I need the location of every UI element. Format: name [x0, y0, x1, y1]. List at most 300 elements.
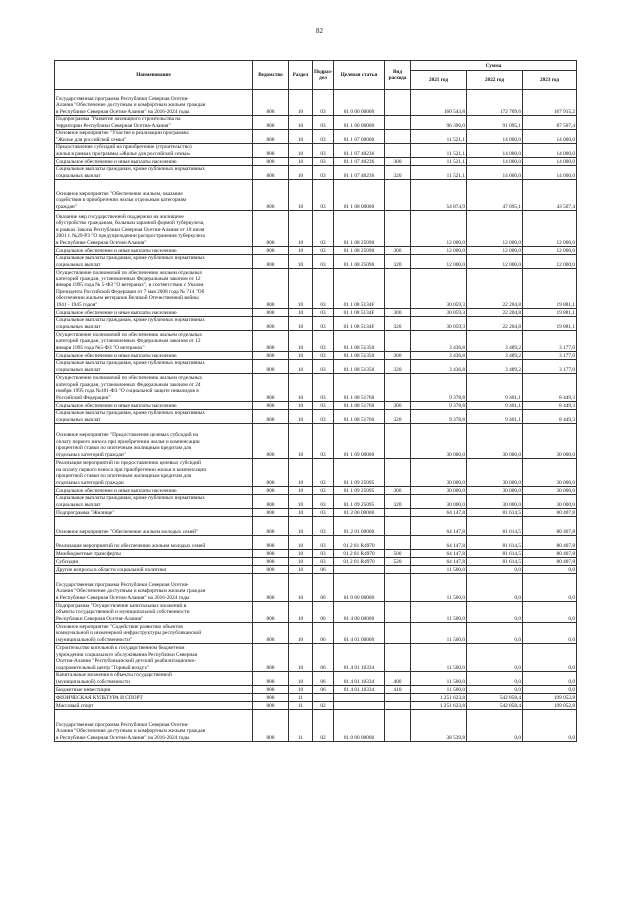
- row-amount-2022-cell: 30 000,0: [467, 459, 523, 487]
- row-vedomstvo-cell: 808: [253, 550, 289, 558]
- row-amount-2022-cell: 9 401,1: [467, 402, 523, 410]
- row-amount-2023-cell: 80 407,8: [523, 550, 577, 558]
- row-name-cell: Подпрограмма "Жилище": [55, 509, 253, 517]
- row-podrazdel-cell: 03: [313, 402, 334, 410]
- row-vid-raskhoda-cell: [385, 90, 411, 116]
- row-amount-2022-cell: 0,0: [467, 686, 523, 694]
- row-vid-raskhoda-cell: [385, 180, 411, 211]
- row-celevaya-statya-cell: 01 0 00 00000: [334, 574, 385, 602]
- row-name-cell: Субсидии: [55, 558, 253, 566]
- row-vid-raskhoda-cell: 500: [385, 550, 411, 558]
- row-celevaya-statya-cell: 01 4 01 10334: [334, 644, 385, 672]
- row-razdel-cell: 10: [289, 158, 313, 166]
- row-vedomstvo-cell: 808: [253, 702, 289, 710]
- row-amount-2023-cell: 8 449,3: [523, 410, 577, 424]
- row-razdel-cell: 10: [289, 402, 313, 410]
- row-razdel-cell: 10: [289, 166, 313, 180]
- row-amount-2023-cell: 14 000,0: [523, 130, 577, 144]
- row-razdel-cell: 10: [289, 247, 313, 255]
- row-podrazdel-cell: 03: [313, 166, 334, 180]
- row-celevaya-statya-cell: 01 1 08 25090: [334, 255, 385, 269]
- row-razdel-cell: 10: [289, 317, 313, 331]
- row-name-cell: Основное мероприятие "Предоставление целевых субсидий на оплату первого взноса при приобретении жилья и компенсации процентной ставки по ипотечным жилищным кредитам для отдельных категорий граждан": [55, 424, 253, 459]
- table-row: [55, 352, 577, 360]
- row-amount-2021-cell: 12 000,0: [411, 255, 467, 269]
- row-amount-2022-cell: 0,0: [467, 602, 523, 623]
- row-amount-2023-cell: 8 449,3: [523, 402, 577, 410]
- row-amount-2022-cell: 9 401,1: [467, 374, 523, 402]
- row-vedomstvo-cell: 808: [253, 144, 289, 158]
- row-vedomstvo-cell: 808: [253, 574, 289, 602]
- row-amount-2021-cell: 9 378,8: [411, 374, 467, 402]
- row-name-cell: Социальное обеспечение и иные выплаты населению: [55, 487, 253, 495]
- row-amount-2022-cell: 542 858,4: [467, 694, 523, 702]
- row-amount-2022-cell: 0,0: [467, 623, 523, 644]
- row-name-cell: Социальное обеспечение и иные выплаты населению: [55, 309, 253, 317]
- header-vid-raskhoda: Вид расхода: [385, 61, 411, 90]
- table-row: [55, 269, 577, 309]
- row-razdel-cell: 10: [289, 509, 313, 517]
- row-celevaya-statya-cell: 01 1 08 51760: [334, 402, 385, 410]
- row-name-cell: Осуществление полномочий по обеспечению жильем отдельных категорий граждан, установленных Федеральным законом от 24 ноября 1995 года №181-ФЗ "О социальной защите инвалидов в Российской Федерации": [55, 374, 253, 402]
- header-year-2022: 2022 год: [467, 71, 523, 90]
- row-name-cell: Капитальные вложения в объекты государственной (муниципальной) собственности: [55, 672, 253, 686]
- row-podrazdel-cell: 06: [313, 574, 334, 602]
- header-celevaya-statya: Целевая статья: [334, 61, 385, 90]
- row-amount-2021-cell: 64 147,8: [411, 550, 467, 558]
- row-amount-2022-cell: 14 000,0: [467, 158, 523, 166]
- row-amount-2021-cell: 11 521,1: [411, 130, 467, 144]
- row-amount-2023-cell: 80 407,8: [523, 509, 577, 517]
- row-name-cell: Массовый спорт: [55, 702, 253, 710]
- row-vedomstvo-cell: 808: [253, 602, 289, 623]
- row-name-cell: Социальное обеспечение и иные выплаты населению: [55, 247, 253, 255]
- row-podrazdel-cell: 06: [313, 644, 334, 672]
- row-podrazdel-cell: 03: [313, 247, 334, 255]
- row-name-cell: Основное мероприятие "Обеспечение жильем молодых семей": [55, 517, 253, 536]
- row-razdel-cell: 10: [289, 517, 313, 536]
- row-amount-2023-cell: 3 177,0: [523, 352, 577, 360]
- row-vid-raskhoda-cell: 320: [385, 495, 411, 509]
- table-row: [55, 602, 577, 623]
- table-row: [55, 623, 577, 644]
- row-amount-2022-cell: 0,0: [467, 566, 523, 574]
- row-amount-2023-cell: 0,0: [523, 686, 577, 694]
- row-celevaya-statya-cell: 01 1 08 25090: [334, 247, 385, 255]
- row-amount-2021-cell: 11 500,0: [411, 672, 467, 686]
- header-summa: Сумма: [411, 61, 577, 71]
- row-celevaya-statya-cell: [334, 694, 385, 702]
- row-name-cell: Подпрограмма "Развитие жилищного строительства на территории Республики Северная Осетия-Алания": [55, 116, 253, 130]
- row-razdel-cell: 10: [289, 487, 313, 495]
- row-vedomstvo-cell: 808: [253, 644, 289, 672]
- row-amount-2023-cell: 167 915,2: [523, 90, 577, 116]
- row-amount-2022-cell: 81 614,5: [467, 509, 523, 517]
- row-vedomstvo-cell: 808: [253, 211, 289, 247]
- row-amount-2022-cell: 22 204,8: [467, 269, 523, 309]
- row-amount-2023-cell: 8 449,3: [523, 374, 577, 402]
- row-celevaya-statya-cell: 01 1 08 51350: [334, 360, 385, 374]
- row-amount-2023-cell: 0,0: [523, 602, 577, 623]
- row-celevaya-statya-cell: 01 1 08 51760: [334, 410, 385, 424]
- row-name-cell: Социальные выплаты гражданам, кроме публичных нормативных социальных выплат: [55, 255, 253, 269]
- row-vedomstvo-cell: 808: [253, 360, 289, 374]
- row-amount-2023-cell: 30 000,0: [523, 487, 577, 495]
- table-row: [55, 410, 577, 424]
- row-vid-raskhoda-cell: [385, 517, 411, 536]
- row-amount-2021-cell: 30 059,3: [411, 309, 467, 317]
- row-vid-raskhoda-cell: 300: [385, 247, 411, 255]
- row-podrazdel-cell: 03: [313, 269, 334, 309]
- header-vedomstvo: Ведомство: [253, 61, 289, 90]
- row-razdel-cell: 10: [289, 374, 313, 402]
- row-amount-2021-cell: 1 251 623,8: [411, 702, 467, 710]
- row-vedomstvo-cell: 808: [253, 158, 289, 166]
- row-razdel-cell: 10: [289, 424, 313, 459]
- row-vid-raskhoda-cell: 320: [385, 410, 411, 424]
- table-row: [55, 672, 577, 686]
- row-amount-2021-cell: 96 396,0: [411, 116, 467, 130]
- row-celevaya-statya-cell: 01 4 01 10334: [334, 686, 385, 694]
- row-amount-2021-cell: 30 000,0: [411, 487, 467, 495]
- row-vid-raskhoda-cell: [385, 710, 411, 742]
- row-amount-2022-cell: 14 000,0: [467, 144, 523, 158]
- table-row: [55, 644, 577, 672]
- row-podrazdel-cell: 03: [313, 317, 334, 331]
- row-podrazdel-cell: 03: [313, 360, 334, 374]
- row-amount-2023-cell: 19 881,1: [523, 309, 577, 317]
- row-razdel-cell: 10: [289, 566, 313, 574]
- row-celevaya-statya-cell: 01 4 01 10334: [334, 672, 385, 686]
- table-row: [55, 566, 577, 574]
- row-razdel-cell: 11: [289, 702, 313, 710]
- row-celevaya-statya-cell: 01 1 08 5134F: [334, 317, 385, 331]
- row-vid-raskhoda-cell: 300: [385, 352, 411, 360]
- row-vid-raskhoda-cell: [385, 211, 411, 247]
- row-amount-2022-cell: 81 614,5: [467, 536, 523, 550]
- row-vid-raskhoda-cell: 300: [385, 402, 411, 410]
- row-vedomstvo-cell: 808: [253, 509, 289, 517]
- row-razdel-cell: 10: [289, 269, 313, 309]
- row-amount-2021-cell: 64 147,8: [411, 536, 467, 550]
- row-podrazdel-cell: 03: [313, 180, 334, 211]
- row-razdel-cell: 10: [289, 360, 313, 374]
- row-razdel-cell: 10: [289, 536, 313, 550]
- row-celevaya-statya-cell: 01 2 01 R4970: [334, 536, 385, 550]
- row-podrazdel-cell: 03: [313, 550, 334, 558]
- row-amount-2021-cell: 30 000,0: [411, 424, 467, 459]
- row-celevaya-statya-cell: 01 1 09 25095: [334, 459, 385, 487]
- row-razdel-cell: 10: [289, 574, 313, 602]
- row-vid-raskhoda-cell: 320: [385, 166, 411, 180]
- row-podrazdel-cell: 03: [313, 487, 334, 495]
- row-vedomstvo-cell: 808: [253, 694, 289, 702]
- row-razdel-cell: 10: [289, 130, 313, 144]
- row-vedomstvo-cell: 808: [253, 166, 289, 180]
- row-amount-2022-cell: 542 858,4: [467, 702, 523, 710]
- row-celevaya-statya-cell: 01 1 07 40236: [334, 166, 385, 180]
- row-amount-2023-cell: 87 507,4: [523, 116, 577, 130]
- row-amount-2021-cell: 54 874,9: [411, 180, 467, 211]
- row-amount-2022-cell: 3 489,2: [467, 331, 523, 352]
- table-row: [55, 331, 577, 352]
- row-vid-raskhoda-cell: 300: [385, 309, 411, 317]
- table-row: [55, 574, 577, 602]
- row-vedomstvo-cell: 808: [253, 331, 289, 352]
- row-name-cell: Государственная программа Республики Северная Осетия- Алания "Обеспечение доступным и комфортным жильем граждан в Республике Северная Осетия-Алания" на 2016-2024 годы: [55, 574, 253, 602]
- row-amount-2023-cell: 3 177,0: [523, 360, 577, 374]
- row-amount-2022-cell: 30 000,0: [467, 495, 523, 509]
- row-name-cell: Осуществление полномочий по обеспечению жильем отдельных категорий граждан, установленных Федеральным законом от 12 января 1995 года № 5-ФЗ "О ветеранах", в соответствии с Указом Президента Российской Федерации от 7 мая 2008 года № 714 "Об обеспечении жильем ветеранов Великой Отечественной войны 1941 - 1945 годов": [55, 269, 253, 309]
- row-amount-2022-cell: 12 000,0: [467, 247, 523, 255]
- row-vid-raskhoda-cell: [385, 509, 411, 517]
- row-amount-2023-cell: 14 000,0: [523, 144, 577, 158]
- table-row: [55, 424, 577, 459]
- row-amount-2021-cell: 9 378,8: [411, 410, 467, 424]
- row-podrazdel-cell: 03: [313, 158, 334, 166]
- table-row: [55, 509, 577, 517]
- table-row: [55, 550, 577, 558]
- row-razdel-cell: 10: [289, 144, 313, 158]
- row-razdel-cell: 10: [289, 459, 313, 487]
- row-vedomstvo-cell: 808: [253, 180, 289, 211]
- table-row: [55, 710, 577, 742]
- row-amount-2023-cell: 14 000,0: [523, 166, 577, 180]
- row-amount-2022-cell: 3 489,2: [467, 352, 523, 360]
- row-name-cell: Реализация мероприятий по обеспечению жильем молодых семей: [55, 536, 253, 550]
- row-celevaya-statya-cell: 01 1 09 25095: [334, 487, 385, 495]
- row-razdel-cell: 10: [289, 550, 313, 558]
- row-vedomstvo-cell: 808: [253, 487, 289, 495]
- row-amount-2021-cell: 64 147,8: [411, 509, 467, 517]
- row-amount-2023-cell: 14 000,0: [523, 158, 577, 166]
- row-vedomstvo-cell: 808: [253, 566, 289, 574]
- row-amount-2023-cell: 12 000,0: [523, 247, 577, 255]
- row-amount-2021-cell: 12 000,0: [411, 247, 467, 255]
- table-row: [55, 487, 577, 495]
- row-amount-2021-cell: 1 251 623,8: [411, 694, 467, 702]
- budget-table: [54, 60, 577, 742]
- row-name-cell: Основное мероприятие "Содействие развитию объектов коммунальной и инженерной инфраструктуры республиканской (муниципальной) собственности": [55, 623, 253, 644]
- row-razdel-cell: 10: [289, 495, 313, 509]
- row-amount-2021-cell: 3 436,8: [411, 331, 467, 352]
- row-amount-2021-cell: 3 436,8: [411, 360, 467, 374]
- row-name-cell: Социальное обеспечение и иные выплаты населению: [55, 352, 253, 360]
- table-row: [55, 90, 577, 116]
- row-vedomstvo-cell: 808: [253, 410, 289, 424]
- row-vid-raskhoda-cell: [385, 702, 411, 710]
- row-podrazdel-cell: 03: [313, 424, 334, 459]
- row-vedomstvo-cell: 808: [253, 495, 289, 509]
- row-name-cell: Межбюджетные трансферты: [55, 550, 253, 558]
- row-amount-2023-cell: 199 052,8: [523, 702, 577, 710]
- row-vedomstvo-cell: 808: [253, 536, 289, 550]
- row-celevaya-statya-cell: 01 1 08 51350: [334, 331, 385, 352]
- table-row: [55, 558, 577, 566]
- row-vid-raskhoda-cell: 320: [385, 360, 411, 374]
- row-amount-2022-cell: 3 489,2: [467, 360, 523, 374]
- row-amount-2021-cell: 38 539,8: [411, 710, 467, 742]
- row-amount-2021-cell: 11 500,0: [411, 644, 467, 672]
- row-podrazdel-cell: 03: [313, 509, 334, 517]
- row-name-cell: Бюджетные инвестиции: [55, 686, 253, 694]
- row-amount-2021-cell: 9 378,8: [411, 402, 467, 410]
- row-vedomstvo-cell: 808: [253, 517, 289, 536]
- row-name-cell: Предоставление субсидий на приобретение (строительство) жилья в рамках программы «Жилье для российской семьи»: [55, 144, 253, 158]
- row-vid-raskhoda-cell: [385, 602, 411, 623]
- row-vid-raskhoda-cell: [385, 694, 411, 702]
- row-amount-2023-cell: 19 881,1: [523, 317, 577, 331]
- row-celevaya-statya-cell: 01 1 09 25095: [334, 495, 385, 509]
- table-row: [55, 686, 577, 694]
- row-podrazdel-cell: 03: [313, 410, 334, 424]
- row-amount-2021-cell: 11 500,0: [411, 574, 467, 602]
- row-vedomstvo-cell: 808: [253, 269, 289, 309]
- row-name-cell: Другие вопросы в области социальной политики: [55, 566, 253, 574]
- table-row: [55, 309, 577, 317]
- row-razdel-cell: 10: [289, 644, 313, 672]
- table-row: [55, 130, 577, 144]
- row-celevaya-statya-cell: 01 2 00 00000: [334, 509, 385, 517]
- table-row: [55, 255, 577, 269]
- row-podrazdel-cell: 06: [313, 672, 334, 686]
- row-name-cell: Основное мероприятие "Обеспечение жильем, оказание содействия в приобретении жилья отдельным категориям граждан": [55, 180, 253, 211]
- row-amount-2021-cell: 11 521,1: [411, 144, 467, 158]
- row-amount-2022-cell: 0,0: [467, 710, 523, 742]
- row-amount-2023-cell: 0,0: [523, 574, 577, 602]
- table-row: [55, 702, 577, 710]
- row-vid-raskhoda-cell: [385, 566, 411, 574]
- row-vedomstvo-cell: 808: [253, 130, 289, 144]
- row-celevaya-statya-cell: 01 2 01 00000: [334, 517, 385, 536]
- row-razdel-cell: 10: [289, 623, 313, 644]
- row-celevaya-statya-cell: 01 1 09 00000: [334, 424, 385, 459]
- row-podrazdel-cell: 02: [313, 702, 334, 710]
- row-razdel-cell: 10: [289, 309, 313, 317]
- row-amount-2023-cell: 0,0: [523, 672, 577, 686]
- row-vid-raskhoda-cell: [385, 374, 411, 402]
- row-razdel-cell: 10: [289, 90, 313, 116]
- row-vedomstvo-cell: 808: [253, 247, 289, 255]
- row-name-cell: Социальные выплаты гражданам, кроме публичных нормативных социальных выплат: [55, 360, 253, 374]
- row-vid-raskhoda-cell: [385, 574, 411, 602]
- row-amount-2021-cell: 64 147,8: [411, 517, 467, 536]
- row-amount-2022-cell: 91 095,1: [467, 116, 523, 130]
- table-row: [55, 374, 577, 402]
- row-amount-2021-cell: 12 000,0: [411, 211, 467, 247]
- row-vid-raskhoda-cell: 320: [385, 317, 411, 331]
- row-name-cell: Основное мероприятие "Участие в реализации программы "Жилье для российской семьи": [55, 130, 253, 144]
- row-vedomstvo-cell: 808: [253, 352, 289, 360]
- table-row: [55, 495, 577, 509]
- row-celevaya-statya-cell: 01 0 00 00000: [334, 710, 385, 742]
- page-number: 82: [316, 27, 323, 35]
- table-row: [55, 517, 577, 536]
- row-amount-2023-cell: 199 052,8: [523, 694, 577, 702]
- row-name-cell: Социальные выплаты гражданам, кроме публичных нормативных социальных выплат: [55, 410, 253, 424]
- row-celevaya-statya-cell: 01 2 01 R4970: [334, 550, 385, 558]
- table-row: [55, 459, 577, 487]
- row-vedomstvo-cell: 808: [253, 309, 289, 317]
- row-vedomstvo-cell: 808: [253, 623, 289, 644]
- row-amount-2021-cell: 30 059,3: [411, 317, 467, 331]
- row-vedomstvo-cell: 808: [253, 374, 289, 402]
- row-amount-2023-cell: 0,0: [523, 623, 577, 644]
- row-vedomstvo-cell: 808: [253, 710, 289, 742]
- row-amount-2023-cell: 80 407,8: [523, 558, 577, 566]
- row-celevaya-statya-cell: 01 4 00 00000: [334, 602, 385, 623]
- row-podrazdel-cell: 03: [313, 144, 334, 158]
- row-vid-raskhoda-cell: [385, 144, 411, 158]
- row-podrazdel-cell: 03: [313, 116, 334, 130]
- row-vedomstvo-cell: 808: [253, 255, 289, 269]
- row-name-cell: Строительство котельной к государственном бюджетном учреждении социального обслуживания Республики Северная Осетия-Алания "Республиканский детский реабилитационно- оздоровительный центр "Горный воздух": [55, 644, 253, 672]
- table-row: [55, 158, 577, 166]
- row-razdel-cell: 11: [289, 694, 313, 702]
- row-celevaya-statya-cell: 01 1 07 40236: [334, 158, 385, 166]
- row-vid-raskhoda-cell: [385, 424, 411, 459]
- row-amount-2023-cell: 43 507,4: [523, 180, 577, 211]
- row-razdel-cell: 11: [289, 710, 313, 742]
- table-row: [55, 360, 577, 374]
- row-amount-2023-cell: 80 407,8: [523, 517, 577, 536]
- row-name-cell: Осуществление полномочий по обеспечению жильем отдельных категорий граждан, установленных Федеральным законом от 12 января 1995 года №5-ФЗ "О ветеранах": [55, 331, 253, 352]
- row-amount-2021-cell: 11 500,0: [411, 623, 467, 644]
- row-podrazdel-cell: 06: [313, 602, 334, 623]
- row-razdel-cell: 10: [289, 686, 313, 694]
- row-vid-raskhoda-cell: [385, 331, 411, 352]
- row-podrazdel-cell: 03: [313, 459, 334, 487]
- row-podrazdel-cell: 06: [313, 566, 334, 574]
- row-amount-2023-cell: 30 000,0: [523, 424, 577, 459]
- row-celevaya-statya-cell: 01 1 08 25090: [334, 211, 385, 247]
- row-amount-2022-cell: 22 204,8: [467, 309, 523, 317]
- row-celevaya-statya-cell: 01 1 08 5134F: [334, 269, 385, 309]
- row-vid-raskhoda-cell: [385, 536, 411, 550]
- row-podrazdel-cell: 03: [313, 517, 334, 536]
- row-name-cell: Социальное обеспечение и иные выплаты населению: [55, 402, 253, 410]
- row-amount-2022-cell: 81 614,5: [467, 550, 523, 558]
- row-amount-2021-cell: 11 500,0: [411, 566, 467, 574]
- row-name-cell: Социальные выплаты гражданам, кроме публичных нормативных социальных выплат: [55, 495, 253, 509]
- row-amount-2022-cell: 0,0: [467, 672, 523, 686]
- row-razdel-cell: 10: [289, 558, 313, 566]
- row-amount-2023-cell: 0,0: [523, 710, 577, 742]
- row-amount-2023-cell: 12 000,0: [523, 211, 577, 247]
- row-amount-2023-cell: 30 000,0: [523, 459, 577, 487]
- row-celevaya-statya-cell: 01 1 07 00000: [334, 130, 385, 144]
- row-amount-2022-cell: 14 000,0: [467, 166, 523, 180]
- row-amount-2022-cell: 30 000,0: [467, 424, 523, 459]
- row-vid-raskhoda-cell: [385, 623, 411, 644]
- row-amount-2021-cell: 160 543,8: [411, 90, 467, 116]
- row-podrazdel-cell: 03: [313, 374, 334, 402]
- row-vedomstvo-cell: 808: [253, 116, 289, 130]
- table-row: [55, 144, 577, 158]
- row-amount-2021-cell: 30 000,0: [411, 495, 467, 509]
- row-amount-2023-cell: 19 881,1: [523, 269, 577, 309]
- row-podrazdel-cell: 03: [313, 495, 334, 509]
- row-name-cell: Подпрограмма "Осуществление капитальных вложений в объекты государственной и муниципальной собственности Республики Северная Осетия-Алания": [55, 602, 253, 623]
- row-podrazdel-cell: 03: [313, 309, 334, 317]
- row-razdel-cell: 10: [289, 331, 313, 352]
- row-vid-raskhoda-cell: 520: [385, 558, 411, 566]
- table-row: [55, 247, 577, 255]
- row-vid-raskhoda-cell: [385, 116, 411, 130]
- row-razdel-cell: 10: [289, 116, 313, 130]
- row-celevaya-statya-cell: 01 1 08 5134F: [334, 309, 385, 317]
- row-amount-2021-cell: 11 521,1: [411, 158, 467, 166]
